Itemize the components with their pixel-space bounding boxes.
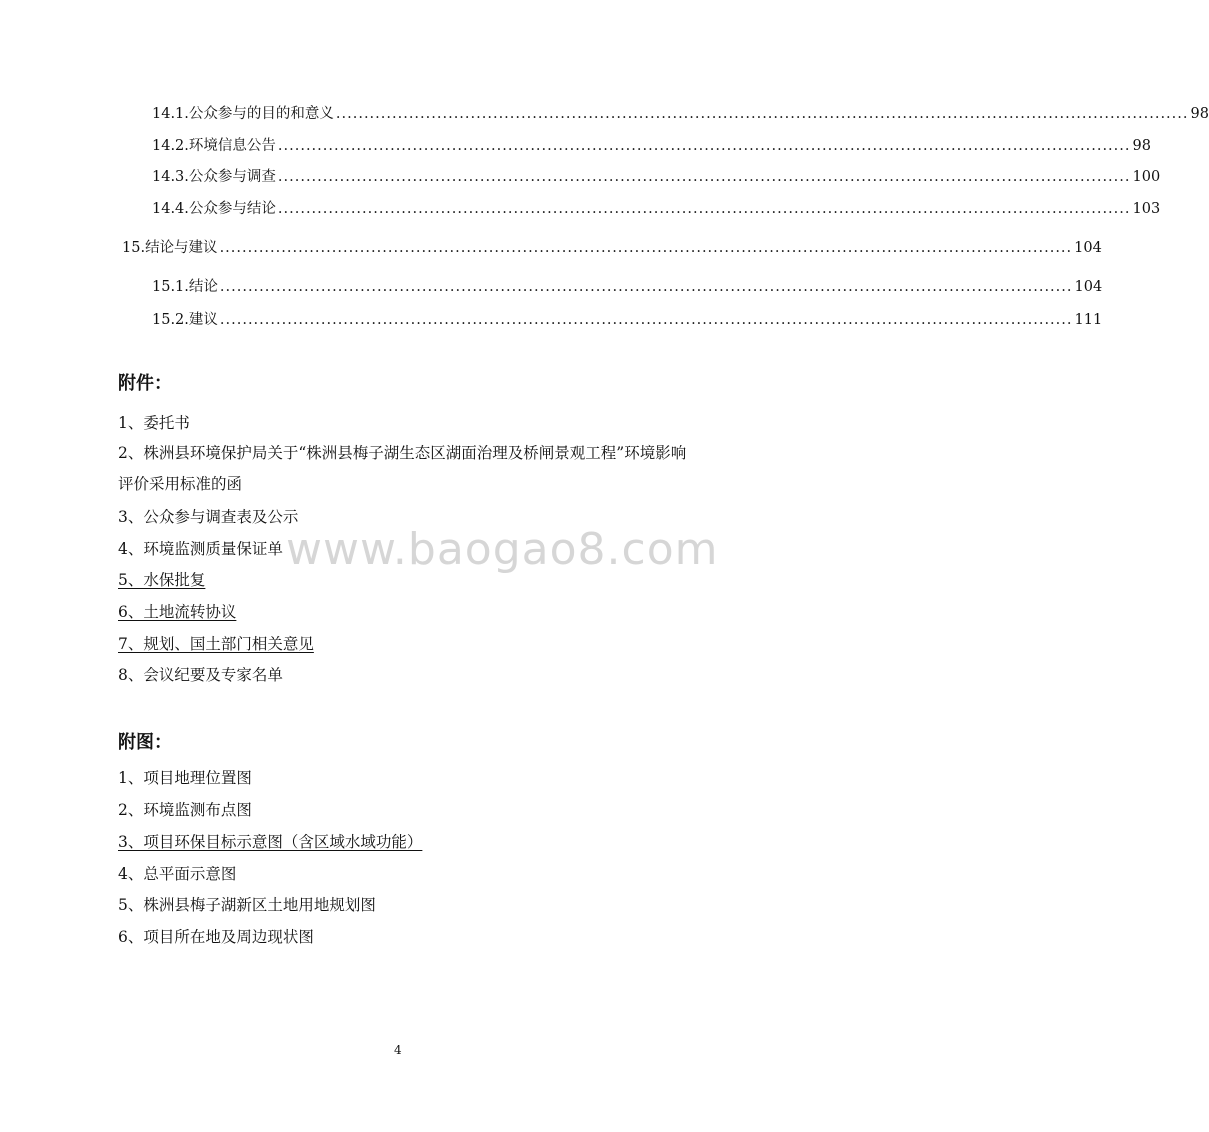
toc-entry[interactable] [152,104,1209,124]
toc-entry-title: 结论 [188,279,218,295]
attachment-item: 2、株洲县环境保护局关于“株洲县梅子湖生态区湖面治理及桥闸景观工程”环境影响评价采用标准的函 [118,444,687,493]
page-number: 4 [394,1043,402,1057]
figure-item: 1、项目地理位置图 [118,769,252,787]
figure-item-link[interactable]: 3、项目环保目标示意图（含区域水域功能） [118,833,423,851]
toc-entry-number: 14.1. [152,106,189,122]
toc-entry-page: 98 [1190,106,1209,122]
figures-heading: 附图： [118,732,172,753]
toc-leader-dots: ........................................................................................................................................................ [219,240,1073,256]
attachment-item: 8、会议纪要及专家名单 [118,666,283,684]
toc-entry-title: 公众参与的目的和意义 [188,106,334,122]
attachments-heading: 附件： [118,373,172,394]
toc-leader-dots: ........................................................................................................................................................ [335,106,1189,122]
attachment-item: 4、环境监测质量保证单 [118,540,283,558]
toc-entry-page: 104 [1074,240,1102,256]
figure-item: 2、环境监测布点图 [118,801,252,819]
toc-leader-dots: ........................................................................................................................................................ [277,169,1131,185]
toc-leader-dots: ........................................................................................................................................................ [277,201,1131,217]
attachment-item: 3、公众参与调查表及公示 [118,508,299,526]
toc-entry-page: 103 [1132,201,1161,217]
watermark: www.baogao8.com [286,524,719,575]
attachment-item: 1、委托书 [118,414,190,432]
attachment-item-link[interactable]: 5、水保批复 [118,571,206,589]
toc-entry-page: 111 [1074,312,1103,328]
toc-entry-number: 14.2. [152,138,189,154]
toc-entry[interactable] [152,136,1151,156]
toc-entry-page: 100 [1132,169,1161,185]
toc-entry-title: 环境信息公告 [188,138,276,154]
figure-item: 6、项目所在地及周边现状图 [118,928,314,946]
toc-entry-number: 14.3. [152,169,189,185]
toc-leader-dots: ........................................................................................................................................................ [219,279,1073,295]
toc-entry[interactable] [122,238,1102,258]
toc-entry-page: 98 [1132,138,1151,154]
figure-item: 4、总平面示意图 [118,865,237,883]
toc-entry[interactable] [152,167,1161,187]
toc-leader-dots: ........................................................................................................................................................ [277,138,1131,154]
toc-entry[interactable] [152,199,1161,219]
toc-entry-number: 15. [122,240,146,256]
toc-entry-number: 15.2. [152,312,189,328]
toc-entry-title: 公众参与调查 [188,169,276,185]
attachment-item-link[interactable]: 6、土地流转协议 [118,603,237,621]
attachment-item-link[interactable]: 7、规划、国土部门相关意见 [118,635,314,653]
toc-entry[interactable] [152,277,1103,297]
toc-entry-title: 公众参与结论 [188,201,276,217]
toc-entry-number: 14.4. [152,201,189,217]
toc-entry[interactable] [152,310,1103,330]
toc-leader-dots: ........................................................................................................................................................ [219,312,1073,328]
toc-entry-title: 建议 [188,312,218,328]
toc-entry-page: 104 [1074,279,1103,295]
figure-item: 5、株洲县梅子湖新区土地用地规划图 [118,896,376,914]
toc-entry-title: 结论与建议 [145,240,218,256]
toc-entry-number: 15.1. [152,279,189,295]
